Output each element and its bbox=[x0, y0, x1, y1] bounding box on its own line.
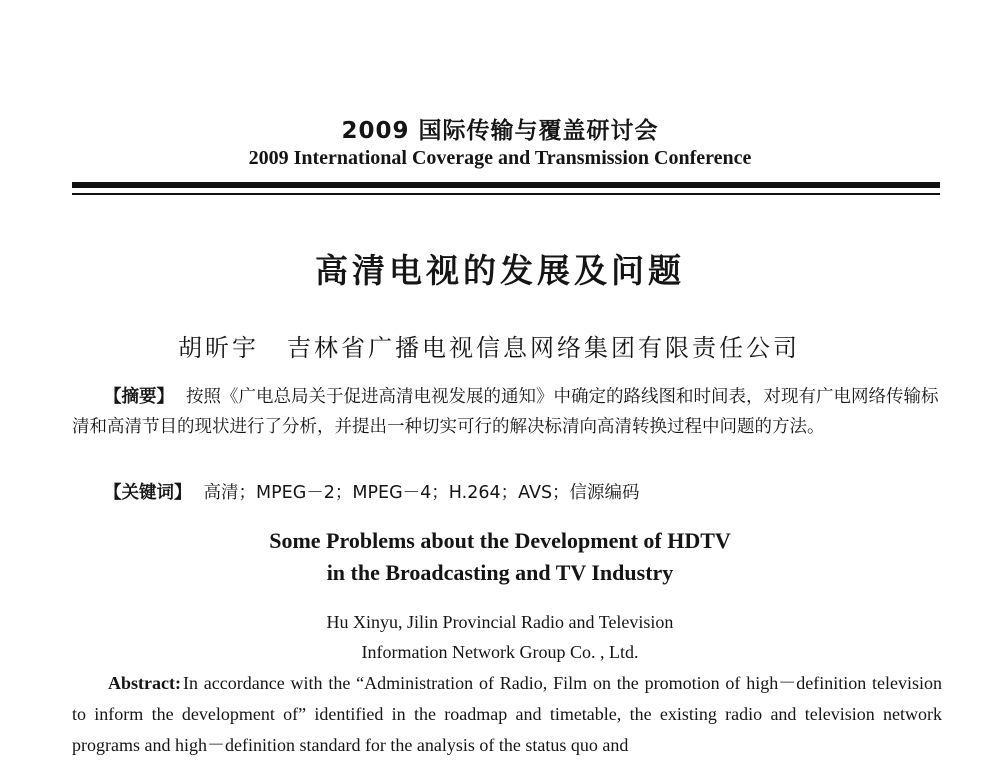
abstract-cn bbox=[72, 382, 942, 442]
conference-title-cn: 2009 国际传输与覆盖研讨会 bbox=[341, 118, 659, 144]
author-line-cn bbox=[178, 328, 938, 363]
keywords-cn-label: 【关键词】 bbox=[104, 483, 192, 503]
author-en-line1: Hu Xinyu, Jilin Provincial Radio and Television bbox=[326, 612, 674, 632]
header-rule-thin bbox=[72, 193, 940, 195]
paper-title-cn: 高清电视的发展及问题 bbox=[315, 251, 685, 290]
paper-title-en bbox=[0, 525, 1000, 589]
abstract-cn-label: 【摘要】 bbox=[104, 387, 174, 407]
conference-title-en: 2009 International Coverage and Transmission Conference bbox=[248, 147, 752, 169]
paper-title-en-line1: Some Problems about the Development of HDTV bbox=[269, 528, 731, 553]
affiliation-cn: 吉林省广播电视信息网络集团有限责任公司 bbox=[287, 334, 800, 362]
header-rule-thick bbox=[72, 182, 940, 188]
abstract-en-label: Abstract: bbox=[108, 673, 181, 693]
paper-title-en-line2: in the Broadcasting and TV Industry bbox=[326, 560, 674, 585]
abstract-en bbox=[72, 668, 942, 761]
author-name-cn: 胡昕宇 bbox=[178, 334, 259, 362]
abstract-en-text: In accordance with the “Administration of Radio, Film on the promotion of high－definition television to inform the development of” identified in the roadmap and timetable, the existing radio and television network programs and high－definition standard for the analysis of the status quo and bbox=[72, 673, 942, 755]
author-en-line2: Information Network Group Co. , Ltd. bbox=[361, 642, 639, 662]
keywords-cn bbox=[104, 478, 974, 508]
keywords-cn-text: 高清；MPEG－2；MPEG－4；H.264；AVS；信源编码 bbox=[203, 483, 640, 503]
author-affiliation-en bbox=[0, 607, 1000, 667]
abstract-cn-text: 按照《广电总局关于促进高清电视发展的通知》中确定的路线图和时间表，对现有广电网络传输标清和高清节目的现状进行了分析，并提出一种切实可行的解决标清向高清转换过程中问题的方法。 bbox=[72, 387, 939, 437]
